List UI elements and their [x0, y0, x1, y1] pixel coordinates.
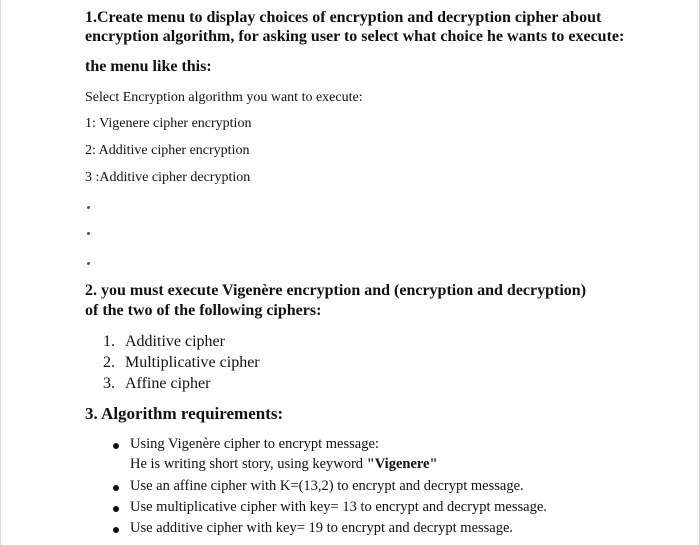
bullet-icon [113, 527, 119, 533]
menu-option-2: 2: Additive cipher encryption [85, 143, 250, 158]
section1-heading-line2: encryption algorithm, for asking user to select what choice he wants to execute: [85, 28, 625, 45]
bullet-icon [113, 506, 119, 512]
menu-option-1: 1: Vigenere cipher encryption [85, 116, 252, 131]
requirement-additive: Use additive cipher with key= 19 to encrypt and decrypt message. [130, 520, 514, 536]
stray-dot [87, 232, 90, 235]
menu-option-3: 3 :Additive cipher decryption [85, 170, 251, 185]
section2-heading-line1: 2. you must execute Vigenère encryption and (encryption and decryption) [85, 282, 587, 299]
cipher-list-number: 1. [103, 333, 115, 350]
requirement-multiplicative: Use multiplicative cipher with key= 13 to encrypt and decrypt message. [130, 499, 547, 515]
section3-heading: 3. Algorithm requirements: [85, 404, 284, 423]
section1-heading-line1: 1.Create menu to display choices of encryption and decryption cipher about [85, 9, 602, 26]
stray-dot [87, 206, 90, 209]
cipher-list-item-additive: Additive cipher [125, 333, 225, 350]
cipher-list-number: 3. [103, 375, 115, 392]
cipher-list-item-affine: Affine cipher [125, 375, 211, 392]
requirement-vigenere-detail-text: He is writing short story, using keyword [130, 456, 367, 472]
section2-heading-line2: of the two of the following ciphers: [85, 302, 322, 319]
menu-title: the menu like this: [85, 58, 212, 75]
requirement-affine: Use an affine cipher with K=(13,2) to encrypt and decrypt message. [130, 478, 524, 494]
bullet-icon [113, 485, 119, 491]
vigenere-keyword: "Vigenere" [366, 456, 438, 472]
stray-dot [87, 262, 90, 265]
requirement-vigenere-detail [130, 456, 438, 473]
bullet-icon [113, 443, 119, 449]
cipher-list-item-multiplicative: Multiplicative cipher [125, 354, 260, 371]
cipher-list-number: 2. [103, 354, 115, 371]
requirement-vigenere: Using Vigenère cipher to encrypt message: [130, 436, 379, 452]
menu-prompt: Select Encryption algorithm you want to execute: [85, 90, 363, 105]
